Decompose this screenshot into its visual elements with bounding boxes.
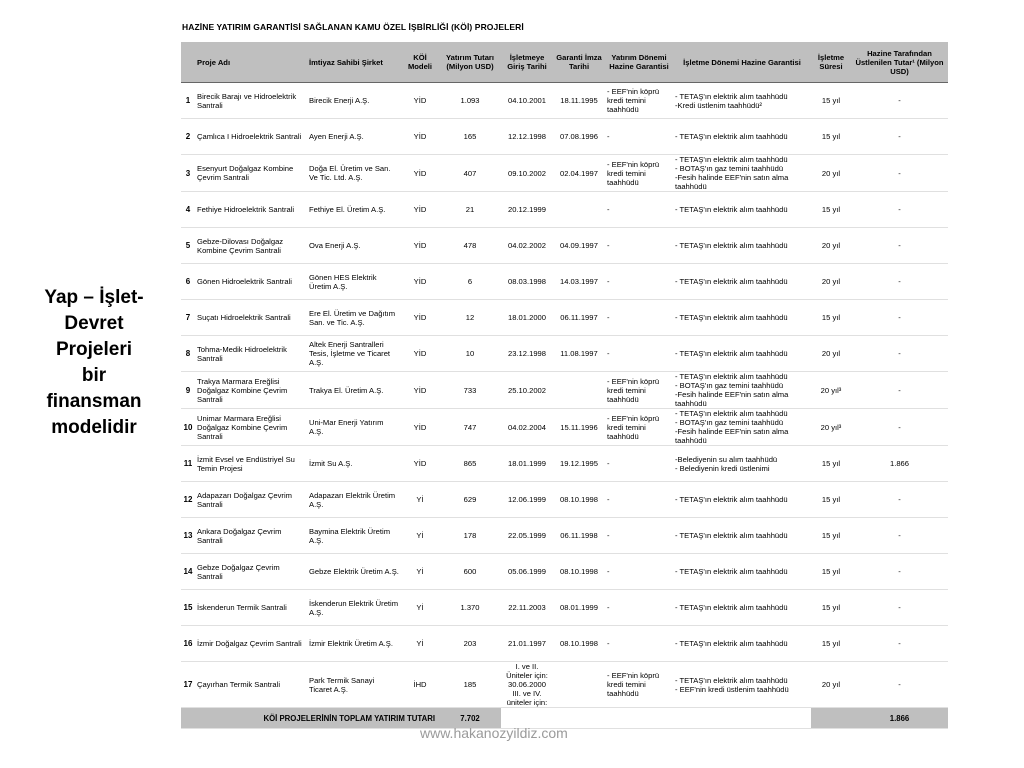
cell-assumed-amount: - [851, 372, 948, 409]
cell-guarantee-date: 08.10.1998 [553, 482, 605, 518]
cell-row-number: 14 [181, 554, 195, 590]
cell-guarantee-date: 04.09.1997 [553, 228, 605, 264]
cell-investment-guarantee: - [605, 192, 673, 228]
watermark-text: www.hakanozyildiz.com [420, 725, 568, 741]
cell-project-name: Adapazarı Doğalgaz Çevrim Santrali [195, 482, 307, 518]
slide-side-title: Yap – İşlet- Devret Projeleri bir finansman modelidir [44, 287, 144, 438]
cell-row-number: 8 [181, 336, 195, 372]
cell-operation-period: 20 yıl [811, 662, 851, 708]
cell-project-name: Gebze Doğalgaz Çevrim Santrali [195, 554, 307, 590]
header-model: KÖİ Modeli [401, 42, 439, 83]
cell-investment-guarantee: - [605, 446, 673, 482]
cell-operation-date: 22.05.1999 [501, 518, 553, 554]
cell-operation-period: 15 yıl [811, 590, 851, 626]
header-number [181, 42, 195, 83]
cell-project-name: Unimar Marmara Ereğlisi Doğalgaz Kombine Çevrim Santrali [195, 409, 307, 446]
table-row [181, 409, 948, 446]
cell-project-name: Suçatı Hidroelektrik Santrali [195, 300, 307, 336]
cell-operation-date: 05.06.1999 [501, 554, 553, 590]
cell-row-number: 10 [181, 409, 195, 446]
cell-investment-guarantee: - [605, 119, 673, 155]
cell-concession-holder: Adapazarı Elektrik Üretim A.Ş. [307, 482, 401, 518]
cell-operation-date: 18.01.1999 [501, 446, 553, 482]
document-title: HAZİNE YATIRIM GARANTİSİ SAĞLANAN KAMU ÖZEL İŞBİRLİĞİ (KÖİ) PROJELERİ [182, 22, 524, 32]
table-row [181, 155, 948, 192]
cell-investment-amount: 10 [439, 336, 501, 372]
cell-investment-amount: 6 [439, 264, 501, 300]
cell-operation-date: 04.02.2002 [501, 228, 553, 264]
cell-operation-guarantee: - TETAŞ'ın elektrik alım taahhüdü - EEF'nin kredi üstlenim taahhüdü [673, 662, 811, 708]
cell-concession-holder: Doğa El. Üretim ve San. Ve Tic. Ltd. A.Ş. [307, 155, 401, 192]
cell-investment-amount: 478 [439, 228, 501, 264]
cell-row-number: 1 [181, 83, 195, 119]
cell-operation-period: 20 yıl³ [811, 409, 851, 446]
cell-operation-date: I. ve II. Üniteler için: 30.06.2000 III. ve IV. üniteler için: [501, 662, 553, 708]
table-row [181, 83, 948, 119]
cell-investment-amount: 1.093 [439, 83, 501, 119]
cell-concession-holder: İskenderun Elektrik Üretim A.Ş. [307, 590, 401, 626]
cell-project-name: Ankara Doğalgaz Çevrim Santrali [195, 518, 307, 554]
header-operation-period: İşletme Süresi [811, 42, 851, 83]
cell-concession-holder: Ere El. Üretim ve Dağıtım San. ve Tic. A.Ş. [307, 300, 401, 336]
cell-project-name: Trakya Marmara Ereğlisi Doğalgaz Kombine Çevrim Santrali [195, 372, 307, 409]
cell-operation-guarantee: - TETAŞ'ın elektrik alım taahhüdü [673, 300, 811, 336]
cell-assumed-amount: - [851, 626, 948, 662]
cell-model: Yİ [401, 626, 439, 662]
cell-project-name: Gebze-Dilovası Doğalgaz Kombine Çevrim Santrali [195, 228, 307, 264]
cell-project-name: Esenyurt Doğalgaz Kombine Çevrim Santrali [195, 155, 307, 192]
cell-investment-amount: 747 [439, 409, 501, 446]
cell-operation-guarantee: - TETAŞ'ın elektrik alım taahhüdü [673, 554, 811, 590]
cell-concession-holder: Gebze Elektrik Üretim A.Ş. [307, 554, 401, 590]
cell-model: YİD [401, 228, 439, 264]
cell-assumed-amount: - [851, 482, 948, 518]
cell-guarantee-date: 14.03.1997 [553, 264, 605, 300]
cell-investment-amount: 733 [439, 372, 501, 409]
table-row [181, 119, 948, 155]
cell-concession-holder: Uni-Mar Enerji Yatırım A.Ş. [307, 409, 401, 446]
cell-investment-guarantee: - EEF'nin köprü kredi temini taahhüdü [605, 155, 673, 192]
cell-project-name: Birecik Barajı ve Hidroelektrik Santrali [195, 83, 307, 119]
cell-operation-period: 15 yıl [811, 482, 851, 518]
header-operation-guarantee: İşletme Dönemi Hazine Garantisi [673, 42, 811, 83]
cell-investment-amount: 629 [439, 482, 501, 518]
cell-concession-holder: İzmir Elektrik Üretim A.Ş. [307, 626, 401, 662]
cell-investment-guarantee: - [605, 626, 673, 662]
cell-investment-guarantee: - [605, 336, 673, 372]
cell-guarantee-date [553, 372, 605, 409]
table-row [181, 626, 948, 662]
cell-operation-date: 12.12.1998 [501, 119, 553, 155]
cell-model: Yİ [401, 482, 439, 518]
cell-assumed-amount: - [851, 300, 948, 336]
table-row [181, 336, 948, 372]
total-empty-5 [811, 708, 851, 729]
cell-operation-date: 21.01.1997 [501, 626, 553, 662]
cell-operation-date: 09.10.2002 [501, 155, 553, 192]
cell-row-number: 9 [181, 372, 195, 409]
projects-table-container [181, 42, 948, 729]
cell-project-name: İskenderun Termik Santrali [195, 590, 307, 626]
cell-investment-guarantee: - EEF'nin köprü kredi temini taahhüdü [605, 662, 673, 708]
cell-investment-guarantee: - [605, 264, 673, 300]
cell-guarantee-date: 06.11.1997 [553, 300, 605, 336]
cell-model: YİD [401, 300, 439, 336]
cell-operation-period: 20 yıl [811, 264, 851, 300]
table-row [181, 662, 948, 708]
cell-operation-period: 15 yıl [811, 83, 851, 119]
cell-model: YİD [401, 372, 439, 409]
cell-operation-guarantee: - TETAŞ'ın elektrik alım taahhüdü - BOTAŞ'ın gaz temini taahhüdü -Fesih halinde EEF'nin satın alma taahhüdü [673, 372, 811, 409]
cell-row-number: 5 [181, 228, 195, 264]
table-row [181, 554, 948, 590]
cell-assumed-amount: - [851, 662, 948, 708]
cell-guarantee-date: 07.08.1996 [553, 119, 605, 155]
cell-project-name: Çamlıca I Hidroelektrik Santrali [195, 119, 307, 155]
cell-assumed-amount: - [851, 155, 948, 192]
cell-assumed-amount: - [851, 192, 948, 228]
cell-operation-guarantee: - TETAŞ'ın elektrik alım taahhüdü [673, 482, 811, 518]
table-row [181, 446, 948, 482]
cell-concession-holder: İzmit Su A.Ş. [307, 446, 401, 482]
cell-concession-holder: Gönen HES Elektrik Üretim A.Ş. [307, 264, 401, 300]
cell-model: YİD [401, 264, 439, 300]
cell-guarantee-date: 08.01.1999 [553, 590, 605, 626]
cell-operation-guarantee: - TETAŞ'ın elektrik alım taahhüdü [673, 626, 811, 662]
cell-assumed-amount: - [851, 554, 948, 590]
cell-operation-period: 20 yıl³ [811, 372, 851, 409]
cell-concession-holder: Baymina Elektrik Üretim A.Ş. [307, 518, 401, 554]
cell-guarantee-date [553, 662, 605, 708]
cell-operation-guarantee: - TETAŞ'ın elektrik alım taahhüdü - BOTAŞ'ın gaz temini taahhüdü -Fesih halinde EEF'nin satın alma taahhüdü [673, 409, 811, 446]
cell-operation-date: 08.03.1998 [501, 264, 553, 300]
cell-investment-guarantee: - [605, 482, 673, 518]
cell-assumed-amount: - [851, 336, 948, 372]
cell-investment-amount: 178 [439, 518, 501, 554]
cell-guarantee-date: 08.10.1998 [553, 626, 605, 662]
cell-investment-amount: 21 [439, 192, 501, 228]
cell-operation-period: 15 yıl [811, 300, 851, 336]
cell-model: Yİ [401, 590, 439, 626]
cell-operation-guarantee: -Belediyenin su alım taahhüdü - Belediyenin kredi üstlenimi [673, 446, 811, 482]
cell-row-number: 3 [181, 155, 195, 192]
table-row [181, 482, 948, 518]
total-investment: 7.702 [439, 708, 501, 729]
cell-operation-guarantee: - TETAŞ'ın elektrik alım taahhüdü [673, 192, 811, 228]
cell-model: YİD [401, 119, 439, 155]
table-row [181, 192, 948, 228]
header-investment-amount: Yatırım Tutarı (Milyon USD) [439, 42, 501, 83]
cell-row-number: 4 [181, 192, 195, 228]
cell-investment-guarantee: - [605, 228, 673, 264]
cell-operation-date: 25.10.2002 [501, 372, 553, 409]
cell-concession-holder: Trakya El. Üretim A.Ş. [307, 372, 401, 409]
cell-model: Yİ [401, 554, 439, 590]
total-empty-3 [605, 708, 673, 729]
cell-investment-guarantee: - [605, 590, 673, 626]
cell-operation-period: 15 yıl [811, 192, 851, 228]
cell-concession-holder: Ayen Enerji A.Ş. [307, 119, 401, 155]
cell-row-number: 11 [181, 446, 195, 482]
cell-operation-period: 15 yıl [811, 518, 851, 554]
cell-investment-guarantee: - EEF'nin köprü kredi temini taahhüdü [605, 83, 673, 119]
cell-assumed-amount: - [851, 518, 948, 554]
cell-assumed-amount: - [851, 83, 948, 119]
cell-concession-holder: Altek Enerji Santralleri Tesis, İşletme ve Ticaret A.Ş. [307, 336, 401, 372]
cell-project-name: Çayırhan Termik Santrali [195, 662, 307, 708]
cell-assumed-amount: - [851, 228, 948, 264]
cell-operation-guarantee: - TETAŞ'ın elektrik alım taahhüdü -Kredi üstlenim taahhüdü² [673, 83, 811, 119]
cell-guarantee-date: 02.04.1997 [553, 155, 605, 192]
cell-row-number: 13 [181, 518, 195, 554]
cell-concession-holder: Park Termik Sanayi Ticaret A.Ş. [307, 662, 401, 708]
cell-operation-guarantee: - TETAŞ'ın elektrik alım taahhüdü [673, 590, 811, 626]
table-row [181, 590, 948, 626]
table-row [181, 518, 948, 554]
cell-guarantee-date [553, 192, 605, 228]
cell-model: YİD [401, 192, 439, 228]
cell-concession-holder: Ova Enerji A.Ş. [307, 228, 401, 264]
table-row [181, 228, 948, 264]
cell-operation-period: 15 yıl [811, 119, 851, 155]
cell-operation-guarantee: - TETAŞ'ın elektrik alım taahhüdü [673, 228, 811, 264]
cell-investment-amount: 1.370 [439, 590, 501, 626]
cell-operation-date: 12.06.1999 [501, 482, 553, 518]
cell-operation-date: 23.12.1998 [501, 336, 553, 372]
cell-row-number: 6 [181, 264, 195, 300]
cell-project-name: Fethiye Hidroelektrik Santrali [195, 192, 307, 228]
cell-operation-date: 04.10.2001 [501, 83, 553, 119]
cell-operation-period: 20 yıl [811, 336, 851, 372]
cell-assumed-amount: - [851, 119, 948, 155]
header-project-name: Proje Adı [195, 42, 307, 83]
cell-operation-guarantee: - TETAŞ'ın elektrik alım taahhüdü [673, 518, 811, 554]
cell-investment-amount: 185 [439, 662, 501, 708]
cell-operation-date: 20.12.1999 [501, 192, 553, 228]
cell-operation-date: 22.11.2003 [501, 590, 553, 626]
cell-operation-period: 15 yıl [811, 554, 851, 590]
cell-project-name: İzmir Doğalgaz Çevrim Santrali [195, 626, 307, 662]
cell-model: YİD [401, 83, 439, 119]
cell-assumed-amount: 1.866 [851, 446, 948, 482]
cell-investment-guarantee: - EEF'nin köprü kredi temini taahhüdü [605, 409, 673, 446]
cell-investment-amount: 12 [439, 300, 501, 336]
cell-model: YİD [401, 336, 439, 372]
cell-guarantee-date: 06.11.1998 [553, 518, 605, 554]
cell-operation-guarantee: - TETAŞ'ın elektrik alım taahhüdü [673, 336, 811, 372]
cell-operation-period: 20 yıl [811, 228, 851, 264]
cell-concession-holder: Birecik Enerji A.Ş. [307, 83, 401, 119]
header-assumed-amount: Hazine Tarafından Üstlenilen Tutar¹ (Milyon USD) [851, 42, 948, 83]
cell-investment-guarantee: - [605, 300, 673, 336]
cell-investment-guarantee: - [605, 554, 673, 590]
cell-row-number: 15 [181, 590, 195, 626]
table-row [181, 372, 948, 409]
cell-operation-period: 15 yıl [811, 446, 851, 482]
cell-guarantee-date: 15.11.1996 [553, 409, 605, 446]
cell-model: YİD [401, 155, 439, 192]
cell-row-number: 12 [181, 482, 195, 518]
cell-project-name: Gönen Hidroelektrik Santrali [195, 264, 307, 300]
cell-project-name: İzmit Evsel ve Endüstriyel Su Temin Projesi [195, 446, 307, 482]
header-concession-holder: İmtiyaz Sahibi Şirket [307, 42, 401, 83]
cell-operation-guarantee: - TETAŞ'ın elektrik alım taahhüdü [673, 264, 811, 300]
header-operation-date: İşletmeye Giriş Tarihi [501, 42, 553, 83]
cell-row-number: 16 [181, 626, 195, 662]
cell-assumed-amount: - [851, 264, 948, 300]
cell-model: YİD [401, 409, 439, 446]
cell-operation-guarantee: - TETAŞ'ın elektrik alım taahhüdü - BOTAŞ'ın gaz temini taahhüdü -Fesih halinde EEF'nin satın alma taahhüdü [673, 155, 811, 192]
cell-investment-guarantee: - EEF'nin köprü kredi temini taahhüdü [605, 372, 673, 409]
cell-investment-amount: 203 [439, 626, 501, 662]
cell-assumed-amount: - [851, 590, 948, 626]
cell-operation-period: 15 yıl [811, 626, 851, 662]
cell-operation-date: 18.01.2000 [501, 300, 553, 336]
cell-project-name: Tohma-Medik Hidroelektrik Santrali [195, 336, 307, 372]
cell-row-number: 2 [181, 119, 195, 155]
cell-model: YİD [401, 446, 439, 482]
total-empty-4 [673, 708, 811, 729]
cell-guarantee-date: 11.08.1997 [553, 336, 605, 372]
cell-concession-holder: Fethiye El. Üretim A.Ş. [307, 192, 401, 228]
cell-operation-date: 04.02.2004 [501, 409, 553, 446]
total-label: KÖİ PROJELERİNİN TOPLAM YATIRIM TUTARI [181, 708, 439, 729]
table-header-row [181, 42, 948, 83]
cell-model: İHD [401, 662, 439, 708]
cell-investment-amount: 165 [439, 119, 501, 155]
cell-row-number: 17 [181, 662, 195, 708]
cell-guarantee-date: 08.10.1998 [553, 554, 605, 590]
cell-model: Yİ [401, 518, 439, 554]
cell-assumed-amount: - [851, 409, 948, 446]
table-row [181, 264, 948, 300]
cell-investment-amount: 865 [439, 446, 501, 482]
total-assumed: 1.866 [851, 708, 948, 729]
projects-table [181, 42, 948, 729]
cell-guarantee-date: 19.12.1995 [553, 446, 605, 482]
cell-investment-guarantee: - [605, 518, 673, 554]
cell-investment-amount: 407 [439, 155, 501, 192]
table-row [181, 300, 948, 336]
cell-guarantee-date: 18.11.1995 [553, 83, 605, 119]
cell-investment-amount: 600 [439, 554, 501, 590]
header-investment-guarantee: Yatırım Dönemi Hazine Garantisi [605, 42, 673, 83]
cell-operation-guarantee: - TETAŞ'ın elektrik alım taahhüdü [673, 119, 811, 155]
cell-operation-period: 20 yıl [811, 155, 851, 192]
cell-row-number: 7 [181, 300, 195, 336]
header-guarantee-date: Garanti İmza Tarihi [553, 42, 605, 83]
